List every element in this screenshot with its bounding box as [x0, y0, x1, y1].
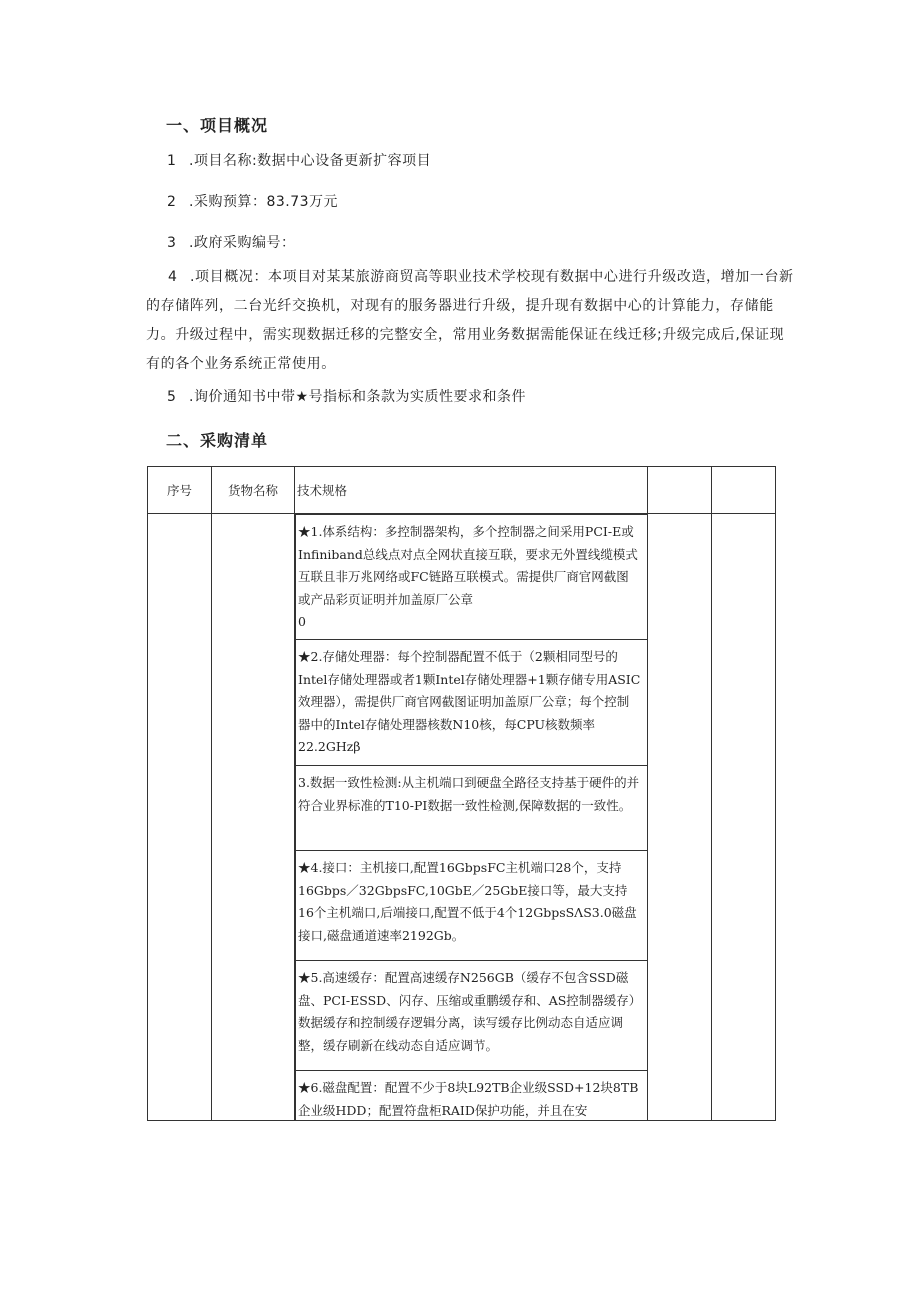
cell-col5 — [712, 514, 776, 1121]
section2-heading: 二、采购清单 — [166, 431, 269, 450]
item-text: .政府采购编号： — [189, 235, 296, 251]
header-spec: 技术规格 — [295, 467, 648, 514]
item-5 — [167, 386, 526, 406]
spec-item: ★2.存储处理器：每个控制器配置不低于（2颗相同型号的Intel存储处理器或者1颗Intel存储处理器+1颗存储专用ASIC效理器），需提供厂商官网截图证明加盖原厂公章；每个控制器中的Intel存储处理器核数N10核，每CPU核数频率22.2GHzβ — [295, 640, 647, 766]
item-4 — [146, 263, 798, 379]
item-number: 4 — [168, 269, 178, 285]
spec-item: ★6.磁盘配置：配置不少于8块L92TB企业级SSD+12块8TB企业级HDD；配置符盘柜RAID保护功能，并且在安 — [295, 1071, 647, 1120]
item-number: 1 — [167, 153, 177, 169]
item-text: .项目名称:数据中心设备更新扩容项目 — [189, 153, 432, 169]
header-col5 — [712, 467, 776, 514]
item-text: .采购预算：83.73万元 — [189, 194, 339, 210]
cell-col4 — [648, 514, 712, 1121]
cell-spec — [295, 514, 648, 1121]
table-row — [148, 514, 776, 1121]
spec-item: ★1.体系结构：多控制器架构，多个控制器之间采用PCI-E或Infiniband总线点对点全网状直接互联，要求无外置线缆模式互联且非万兆网络或FC链路互联模式。需提供厂商官网截图或产品彩页证明并加盖原厂公章 0 — [295, 514, 647, 640]
table-header-row — [148, 467, 776, 514]
item-number: 5 — [167, 389, 177, 405]
cell-index — [148, 514, 212, 1121]
header-index: 序号 — [148, 467, 212, 514]
header-goods-name: 货物名称 — [212, 467, 295, 514]
header-col4 — [648, 467, 712, 514]
item-number: 2 — [167, 194, 177, 210]
spec-item: ★5.高速缓存：配置高速缓存N256GB（缓存不包含SSD磁盘、PCI-ESSD、闪存、压缩或重鹏缓存和、AS控制器缓存）数据缓存和控制缓存逻辑分离，读写缓存比例动态自适应调整，缓存刷新在线动态自适应调节。 — [295, 961, 647, 1071]
item-2 — [167, 191, 338, 211]
cell-goods-name — [212, 514, 295, 1121]
item-text: .项目概况：本项目对某某旅游商贸高等职业技术学校现有数据中心进行升级改造，增加一台新的存储阵列，二台光纤交换机，对现有的服务器进行升级，提升现有数据中心的计算能力，存储能力。升级过程中，需实现数据迁移的完整安全，常用业务数据需能保证在线迁移;升级完成后,保证现有的各个业务系统正常使用。 — [146, 269, 794, 372]
item-1 — [167, 150, 431, 170]
item-number: 3 — [167, 235, 177, 251]
item-3 — [167, 232, 295, 252]
procurement-table — [147, 466, 776, 1121]
spec-item: ★4.接口：主机接口,配置16GbpsFC主机端口28个，支持16Gbps／32GbpsFC,10GbE／25GbE接口等，最大支持16个主机端口,后端接口,配置不低于4个12GbpsSΛS3.0磁盘接口,磁盘通道速率2192Gb。 — [295, 851, 647, 961]
spec-item: 3.数据一致性检测:从主机端口到硬盘全路径支持基于硬件的并符合业界标准的T10-PI数据一致性检测,保障数据的一致性。 — [295, 766, 647, 851]
section1-heading: 一、项目概况 — [166, 116, 269, 135]
item-text: .询价通知书中带★号指标和条款为实质性要求和条件 — [189, 389, 526, 405]
